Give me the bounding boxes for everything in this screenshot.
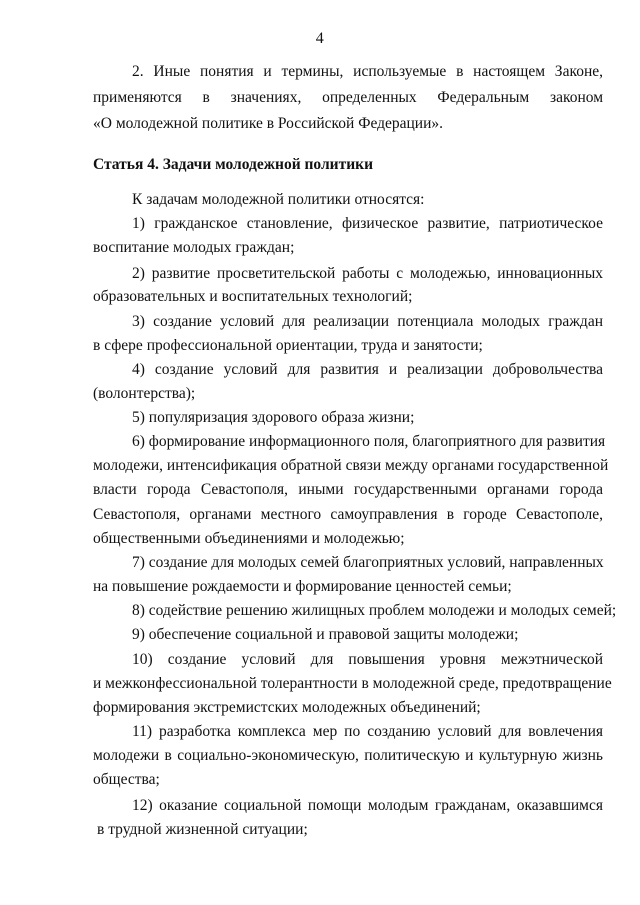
text-line: общества; [93, 771, 160, 788]
text-line: 7) создание для молодых семей благоприятных условий, направленных [132, 554, 604, 571]
text-line: 10) создание условий для повышения уровня межэтнической [132, 651, 603, 668]
text-line: молодежи в социально-экономическую, политическую и культурную жизнь [93, 747, 603, 764]
text-line: власти города Севастополя, иными государственными органами города [93, 481, 603, 498]
text-line: К задачам молодежной политики относятся: [132, 191, 425, 208]
text-line: Севастополя, органами местного самоуправления в городе Севастополе, [93, 506, 603, 523]
text-line: образовательных и воспитательных технологий; [93, 288, 413, 305]
text-line: формирования экстремистских молодежных объединений; [93, 699, 481, 716]
text-line: 8) содействие решению жилищных проблем молодежи и молодых семей; [132, 602, 617, 619]
article-heading: Статья 4. Задачи молодежной политики [93, 156, 374, 173]
page-number: 4 [315, 30, 325, 47]
text-line: в трудной жизненной ситуации; [97, 821, 308, 838]
text-line: 1) гражданское становление, физическое развитие, патриотическое [132, 215, 603, 232]
text-line: на повышение рождаемости и формирование ценностей семьи; [93, 578, 512, 595]
text-line: применяются в значениях, определенных Федеральным законом [93, 89, 603, 106]
text-line: воспитание молодых граждан; [93, 239, 295, 256]
text-line: в сфере профессиональной ориентации, труда и занятости; [93, 337, 483, 354]
text-line: 11) разработка комплекса мер по созданию условий для вовлечения [132, 723, 603, 740]
text-line: 9) обеспечение социальной и правовой защиты молодежи; [132, 626, 519, 643]
text-line: общественными объединениями и молодежью; [93, 530, 405, 547]
text-line: молодежи, интенсификация обратной связи между органами государственной [93, 457, 609, 474]
text-line: 4) создание условий для развития и реализации добровольчества [132, 361, 603, 378]
text-line: и межконфессиональной толерантности в молодежной среде, предотвращение [93, 675, 612, 692]
text-line: 2. Иные понятия и термины, используемые в настоящем Законе, [132, 63, 603, 80]
text-line: 2) развитие просветительской работы с молодежью, инновационных [132, 265, 603, 282]
text-line: «О молодежной политике в Российской Федерации». [93, 115, 444, 132]
text-line: (волонтерства); [93, 385, 196, 402]
text-line: 3) создание условий для реализации потенциала молодых граждан [132, 313, 603, 330]
text-line: 12) оказание социальной помощи молодым гражданам, оказавшимся [132, 797, 603, 814]
text-line: 6) формирование информационного поля, благоприятного для развития [132, 433, 606, 450]
text-line: 5) популяризация здорового образа жизни; [132, 409, 415, 426]
